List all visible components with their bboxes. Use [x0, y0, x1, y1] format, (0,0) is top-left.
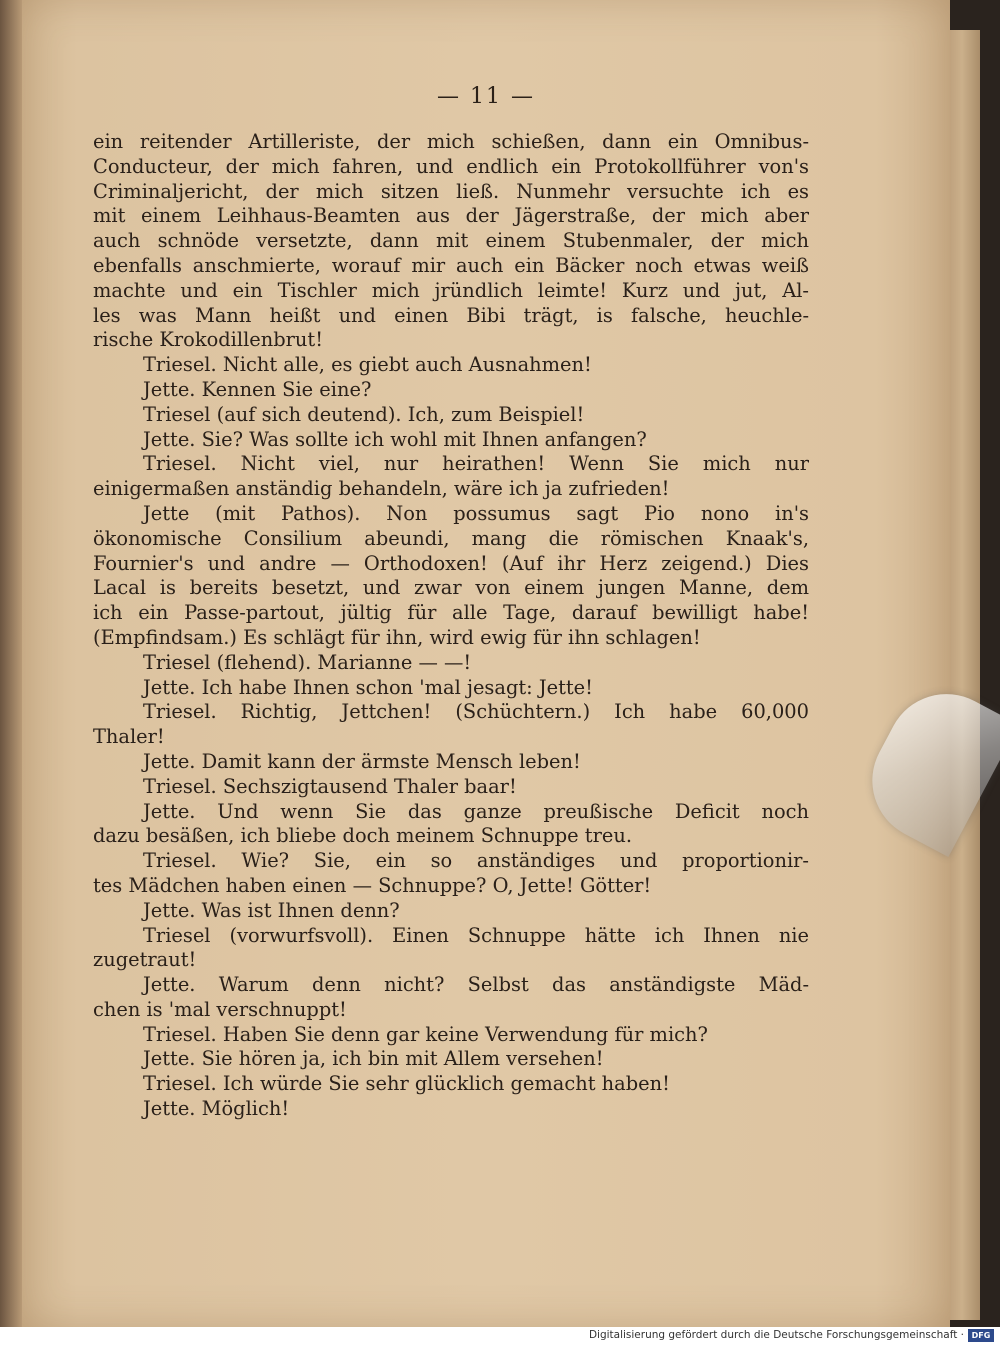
- text-line: Jette (mit Pathos). Non possumus sagt Pio nono in's: [143, 501, 809, 525]
- text-line: les was Mann heißt und einen Bibi trägt, is falsche, heuchle-: [93, 303, 809, 327]
- text-line: Jette. Ich habe Ihnen schon 'mal jesagt: Jette!: [143, 675, 593, 699]
- text-line: mit einem Leihhaus-Beamten aus der Jägerstraße, der mich aber: [93, 204, 809, 228]
- text-line: Thaler!: [93, 725, 165, 749]
- text-line: Jette. Damit kann der ärmste Mensch leben!: [143, 749, 581, 773]
- text-line: machte und ein Tischler mich jründlich leimte! Kurz und jut, Al-: [93, 278, 809, 302]
- text-line: zugetraut!: [93, 948, 197, 972]
- text-line: (Empfindsam.) Es schlägt für ihn, wird ewig für ihn schlagen!: [93, 625, 701, 649]
- text-line: Jette. Was ist Ihnen denn?: [143, 898, 400, 922]
- text-line: Jette. Und wenn Sie das ganze preußische Deficit noch: [143, 799, 809, 823]
- text-line: Triesel. Nicht viel, nur heirathen! Wenn Sie mich nur: [143, 452, 809, 476]
- text-line: Jette. Sie? Was sollte ich wohl mit Ihnen anfangen?: [143, 427, 647, 451]
- text-line: Criminaljericht, der mich sitzen ließ. Nunmehr versuchte ich es: [93, 179, 809, 203]
- text-line: Triesel (auf sich deutend). Ich, zum Beispiel!: [143, 402, 585, 426]
- text-line: ein reitender Artilleriste, der mich schießen, dann ein Omnibus-: [93, 130, 809, 153]
- text-line: Triesel. Nicht alle, es giebt auch Ausnahmen!: [143, 353, 592, 377]
- dfg-logo: DFG: [968, 1329, 994, 1342]
- text-line: Conducteur, der mich fahren, und endlich ein Protokollführer von's: [93, 154, 809, 178]
- text-line: Triesel (vorwurfsvoll). Einen Schnuppe hätte ich Ihnen nie: [143, 923, 809, 947]
- text-line: Triesel. Haben Sie denn gar keine Verwendung für mich?: [143, 1022, 708, 1046]
- text-line: ich ein Passe-partout, jültig für alle Tage, darauf bewilligt habe!: [93, 601, 809, 625]
- text-line: Fournier's und andre — Orthodoxen! (Auf ihr Herz zeigend.) Dies: [93, 551, 809, 575]
- text-line: dazu besäßen, ich bliebe doch meinem Schnuppe treu.: [93, 824, 632, 848]
- text-line: Triesel. Ich würde Sie sehr glücklich gemacht haben!: [143, 1072, 670, 1096]
- text-line: tes Mädchen haben einen — Schnuppe? O, Jette! Götter!: [93, 873, 652, 897]
- text-line: Jette. Sie hören ja, ich bin mit Allem versehen!: [143, 1047, 604, 1071]
- text-line: einigermaßen anständig behandeln, wäre ich ja zufrieden!: [93, 477, 670, 501]
- text-line: auch schnöde versetzte, dann mit einem Stubenmaler, der mich: [93, 229, 809, 253]
- footer-credit: Digitalisierung gefördert durch die Deutsche Forschungsgemeinschaft ·: [588, 1329, 964, 1341]
- text-line: chen is 'mal verschnuppt!: [93, 997, 347, 1021]
- binding-edge: [0, 0, 22, 1327]
- text-line: ebenfalls anschmierte, worauf mir auch ein Bäcker noch etwas weiß: [93, 253, 809, 277]
- page-number: — 11 —: [437, 84, 535, 109]
- text-line: Jette. Warum denn nicht? Selbst das anständigste Mäd-: [143, 973, 809, 997]
- body-text: [93, 130, 809, 1122]
- text-line: rische Krokodillenbrut!: [93, 328, 323, 352]
- text-line: Triesel. Richtig, Jettchen! (Schüchtern.) Ich habe 60,000: [143, 700, 809, 724]
- text-line: Triesel. Wie? Sie, ein so anständiges und proportionir-: [143, 849, 809, 873]
- text-line: Triesel. Sechszigtausend Thaler baar!: [143, 774, 517, 798]
- book-page: [22, 0, 950, 1327]
- page-edge: [950, 30, 980, 1320]
- text-line: Jette. Möglich!: [143, 1097, 290, 1121]
- text-line: ökonomische Consilium abeundi, mang die römischen Knaak's,: [93, 526, 809, 550]
- text-line: Triesel (flehend). Marianne — —!: [143, 650, 472, 674]
- text-line: Lacal is bereits besetzt, und zwar von einem jungen Manne, dem: [93, 576, 809, 600]
- text-line: Jette. Kennen Sie eine?: [143, 377, 372, 401]
